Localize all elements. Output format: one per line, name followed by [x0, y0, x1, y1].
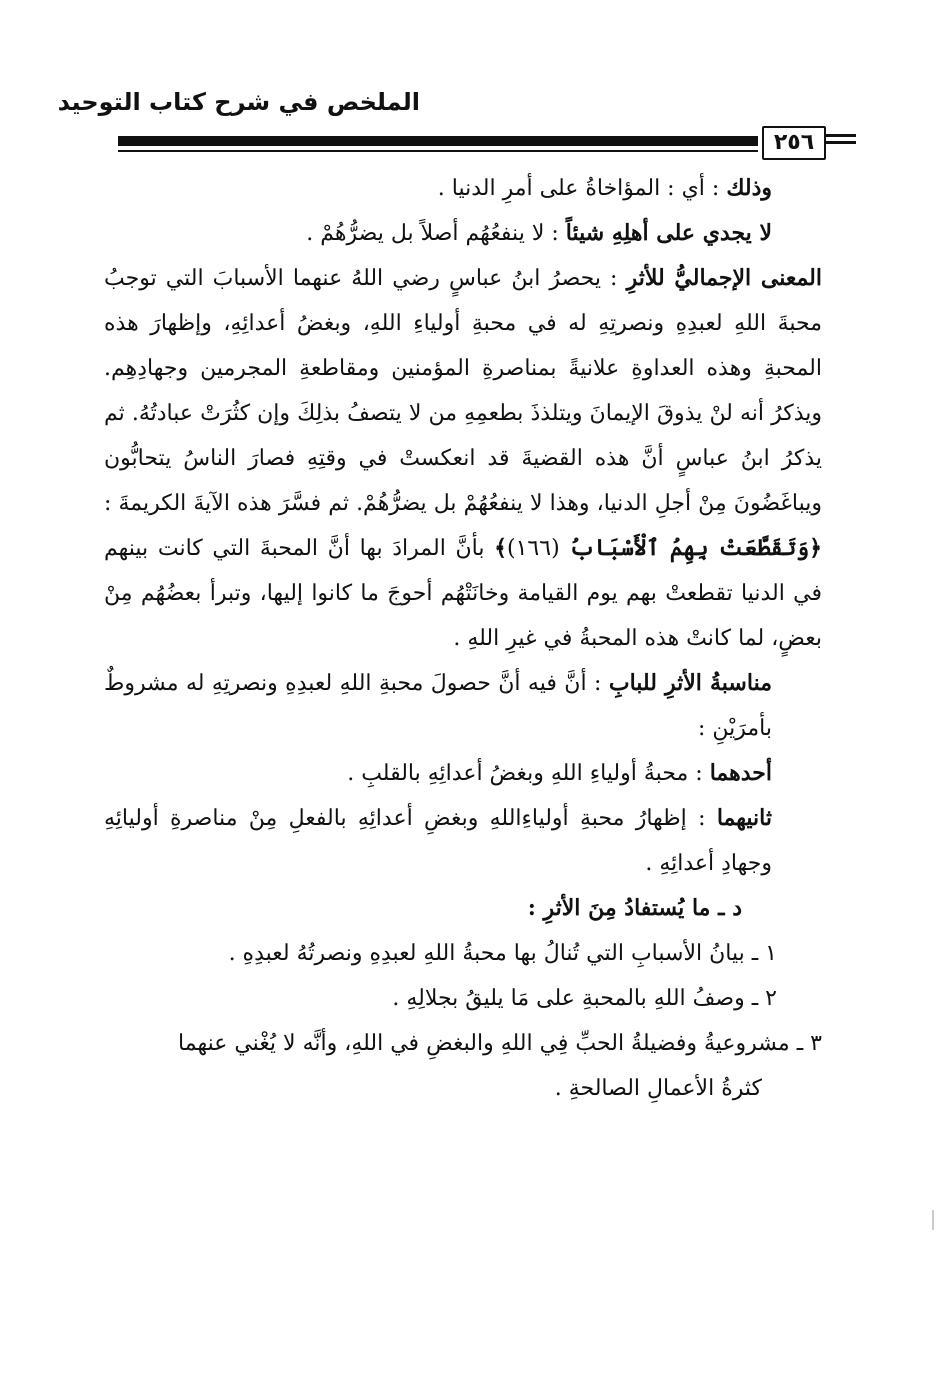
- list-item-number: ٢ ـ: [751, 986, 777, 1011]
- page-number-mark: [826, 134, 856, 137]
- defined-term: لا يجدي على أهلِهِ شيئاً: [565, 220, 772, 246]
- relevance-paragraph: [104, 661, 822, 751]
- benefits-heading: د ـ ما يُستفادُ مِنَ الأثرِ :: [527, 895, 742, 921]
- section-term: المعنى الإجماليُّ للأثرِ: [626, 265, 822, 291]
- condition-term: أحدهما: [709, 760, 772, 786]
- page-number: ٢٥٦: [762, 126, 826, 160]
- list-item-continuation: كثرةُ الأعمالِ الصالحةِ .: [554, 1076, 762, 1101]
- header-rule-thick: [118, 136, 758, 146]
- condition-paragraph: [104, 796, 822, 886]
- definition-text: : أي : المؤاخاةُ على أمرِ الدنيا .: [437, 176, 720, 201]
- paragraph-text: : يحصرُ ابنُ عباسٍ رضي اللهُ عنهما الأسبابَ التي توجبُ محبةَ اللهِ لعبدِهِ ونصرتِهِ له في محبةِ أولياءِ اللهِ، وبغضُ أعدائِهِ، وإظهارَ هذه المحبةِ وهذه العداوةِ علانيةً بمناصرةِ المؤمنين ومقاطعةِ المجرمين وجهادِهِم. ويذكرُ أنه لنْ يذوقَ الإيمانَ ويتلذذَ بطعمِهِ من لا يتصفُ بذلِكَ وإن كثُرَتْ عبادتُهُ. ثم يذكرُ ابنُ عباسٍ أنَّ هذه القضيةَ قد انعكستْ في وقتِهِ فصارَ الناسُ يتحابُّون ويباغَضُونَ مِنْ أجلِ الدنيا، وهذا لا ينفعُهُمْ بل يضرُّهُمْ. ثم فسَّرَ هذه الآيةَ الكريمةَ :: [104, 266, 822, 516]
- running-title: الملخص في شرح كتاب التوحيد: [57, 88, 420, 116]
- paragraph-text: : محبةُ أولياءِ اللهِ وبغضُ أعدائِهِ بالقلبِ .: [347, 761, 703, 786]
- definition-paragraph: [104, 166, 822, 211]
- defined-term: وذلك: [726, 175, 772, 201]
- condition-term: ثانيهما: [716, 805, 772, 831]
- header-rule-thin: [118, 150, 758, 152]
- list-item: [104, 976, 822, 1021]
- quran-verse: وَتَقَطَّعَتْ بِهِمُ ٱلْأَسْبَابُ: [569, 535, 810, 561]
- general-meaning-paragraph: [104, 256, 822, 661]
- margin-mark: [932, 1210, 934, 1230]
- list-item-text: بيانُ الأسبابِ التي تُنالُ بها محبةُ اللهِ لعبدِهِ ونصرتُهُ لعبدِهِ .: [228, 941, 745, 966]
- list-item: [104, 931, 822, 976]
- definition-paragraph: [104, 211, 822, 256]
- verse-open-bracket: ﴿: [809, 535, 823, 561]
- paragraph-text: : إظهارُ محبةِ أولياءِاللهِ وبغضِ أعدائِهِ بالفعلِ مِنْ مناصرةِ أوليائِهِ وجهادِ أعدائِهِ .: [104, 806, 772, 876]
- section-term: مناسبةُ الأثرِ للبابِ: [608, 670, 772, 696]
- list-item-number: ٣ ـ: [796, 1031, 822, 1056]
- page-number-mark: [826, 141, 856, 144]
- verse-close-bracket: ﴾: [494, 535, 508, 561]
- definition-text: : لا ينفعُهُم أصلاً بل يضرُّهُمْ .: [306, 221, 559, 246]
- page-number-marks: [826, 134, 856, 148]
- paragraph-text: بأنَّ المرادَ بها أنَّ المحبةَ التي كانت بينهم في الدنيا تقطعتْ بهم يوم القيامة وخانَتْهُم أحوجَ ما كانوا إليها، وتبرأ بعضُهُم مِنْ بعضٍ، لما كانتْ هذه المحبةُ في غيرِ اللهِ .: [104, 536, 822, 651]
- page-body: [104, 166, 822, 1111]
- list-item: [104, 1021, 822, 1066]
- list-item-text: وصفُ اللهِ بالمحبةِ على مَا يليقُ بجلالِهِ .: [392, 986, 745, 1011]
- list-item-text: مشروعيةُ وفضيلةُ الحبِّ فِي اللهِ والبغضِ في اللهِ، وأنَّه لا يُغْني عنهما: [178, 1031, 790, 1056]
- condition-paragraph: [104, 751, 822, 796]
- list-item-number: ١ ـ: [751, 941, 777, 966]
- verse-number: (١٦٦): [507, 536, 560, 561]
- paragraph-text: : أنَّ فيه أنَّ حصولَ محبةِ اللهِ لعبدِهِ ونصرتِهِ له مشروطٌ بأمرَيْنِ :: [104, 671, 772, 741]
